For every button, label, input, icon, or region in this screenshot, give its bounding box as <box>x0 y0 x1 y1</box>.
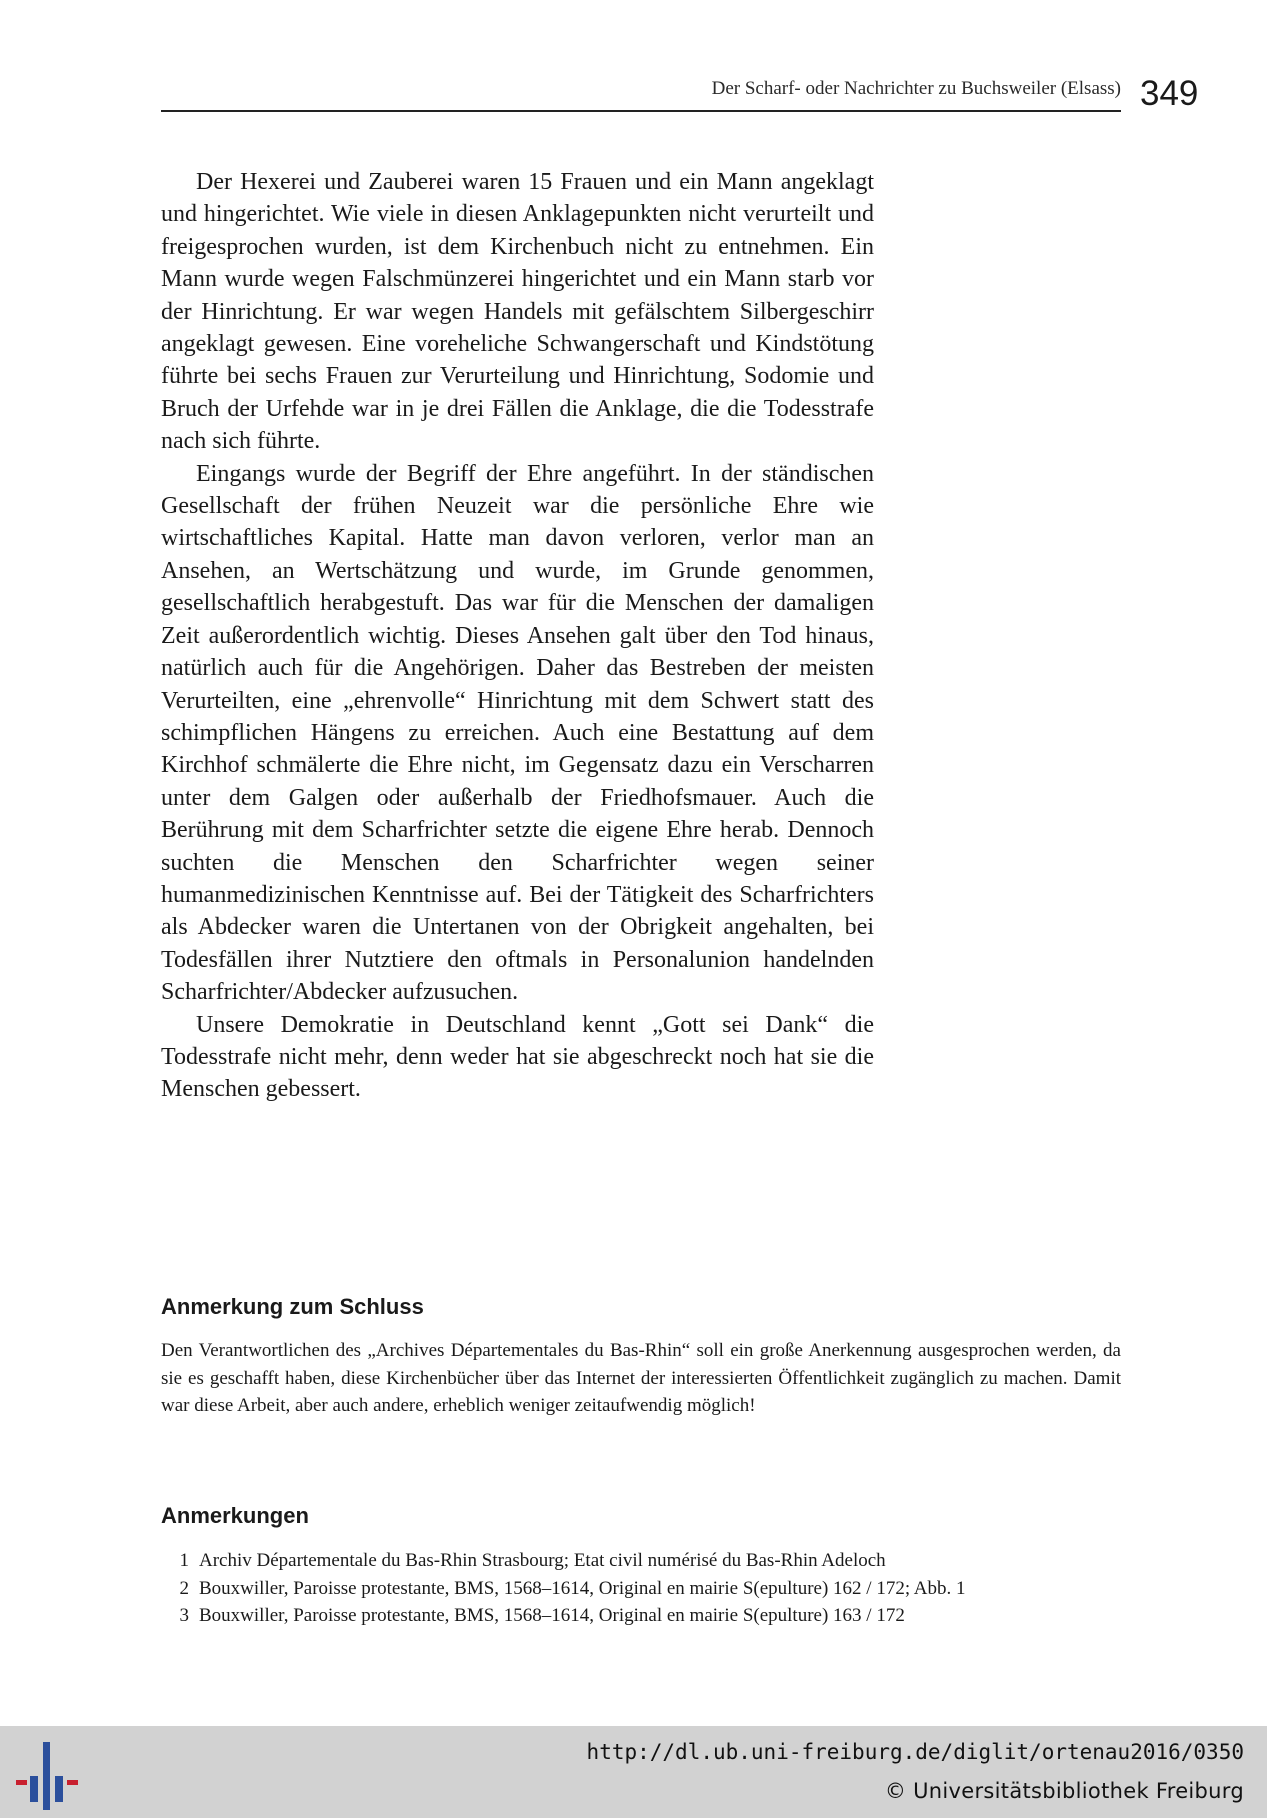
header-rule <box>161 110 1121 112</box>
paragraph: Unsere Demokratie in Deutschland kennt „Gott sei Dank“ die Todesstrafe nicht mehr, denn weder hat sie abgeschreckt noch hat sie die Menschen gebessert. <box>161 1011 874 1103</box>
body-text <box>161 166 874 1106</box>
footnote-number: 3 <box>179 1605 189 1626</box>
footnote-text: Bouxwiller, Paroisse protestante, BMS, 1568–1614, Original en mairie S(epulture) 162 / 172; Abb. 1 <box>199 1577 966 1599</box>
section-heading-closing-note: Anmerkung zum Schluss <box>161 1294 424 1319</box>
copyright-text: © Universitätsbibliothek Freiburg <box>884 1779 1244 1803</box>
footnote-list <box>161 1547 1121 1630</box>
footnote-number: 1 <box>179 1550 189 1571</box>
source-url-link[interactable]: http://dl.ub.uni-freiburg.de/diglit/ortenau2016/0350 <box>586 1740 1244 1764</box>
section-heading-notes: Anmerkungen <box>161 1503 309 1528</box>
footnote-item <box>161 1547 1121 1575</box>
footnote-number: 2 <box>179 1577 189 1599</box>
closing-note-text: Den Verantwortlichen des „Archives Départementales du Bas-Rhin“ soll ein große Anerkennung ausgesprochen werden, da sie es geschafft haben, diese Kirchenbücher über das Internet der interessierten Öffentlichkeit zugänglich zu machen. Damit war diese Arbeit, aber auch andere, erheblich weniger zeitaufwendig möglich! <box>161 1340 1121 1416</box>
ub-freiburg-logo-icon <box>16 1742 80 1810</box>
paragraph: Der Hexerei und Zauberei waren 15 Frauen und ein Mann angeklagt und hingerichtet. Wie viele in diesen Anklagepunkten nicht verurteilt und freigesprochen wurden, ist dem Kirchenbuch nicht zu entnehmen. Ein Mann wurde wegen Falschmünzerei hingerichtet und ein Mann starb vor der Hinrichtung. Er war wegen Handels mit gefälschtem Silbergeschirr angeklagt gewesen. Eine voreheliche Schwangerschaft und Kindstötung führte bei sechs Frauen zur Verurteilung und Hinrichtung, Sodomie und Bruch der Urfehde war in je drei Fällen die Anklage, die die Todesstrafe nach sich führte. <box>161 169 874 455</box>
page-number: 349 <box>1140 74 1199 113</box>
paragraph: Eingangs wurde der Begriff der Ehre angeführt. In der ständischen Gesellschaft der frühen Neuzeit war die persönliche Ehre wie wirtschaftliches Kapital. Hatte man davon verloren, verlor man an Ansehen, an Wertschätzung und wurde, im Grunde genommen, gesellschaftlich herabgestuft. Das war für die Menschen der damaligen Zeit außerordentlich wichtig. Dieses Ansehen galt über den Tod hinaus, natürlich auch für die Angehörigen. Daher das Bestreben der meisten Verurteilten, eine „ehrenvolle“ Hinrichtung mit dem Schwert statt des schimpflichen Hängens zu erreichen. Auch eine Bestattung auf dem Kirchhof schmälerte die Ehre nicht, im Gegensatz dazu ein Verscharren unter dem Galgen oder außerhalb der Friedhofsmauer. Auch die Berührung mit dem Scharfrichter setzte die eigene Ehre herab. Dennoch suchten die Menschen den Scharfrichter wegen seiner humanmedizinischen Kenntnisse auf. Bei der Tätigkeit des Scharfrichters als Abdecker waren die Untertanen von der Obrigkeit angehalten, bei Todesfällen ihrer Nutztiere den oftmals in Personalunion handelnden Scharfrichter/Abdecker aufzusuchen. <box>161 460 874 1006</box>
footnote-text: Bouxwiller, Paroisse protestante, BMS, 1568–1614, Original en mairie S(epulture) 163 / 172 <box>199 1605 905 1626</box>
footnote-text: Archiv Départementale du Bas-Rhin Strasbourg; Etat civil numérisé du Bas-Rhin Adeloch <box>199 1550 886 1571</box>
footer-bar <box>0 1726 1267 1818</box>
footnote-item <box>161 1575 1121 1603</box>
running-head: Der Scharf- oder Nachrichter zu Buchsweiler (Elsass) <box>711 78 1121 99</box>
footnote-item <box>161 1602 1121 1630</box>
